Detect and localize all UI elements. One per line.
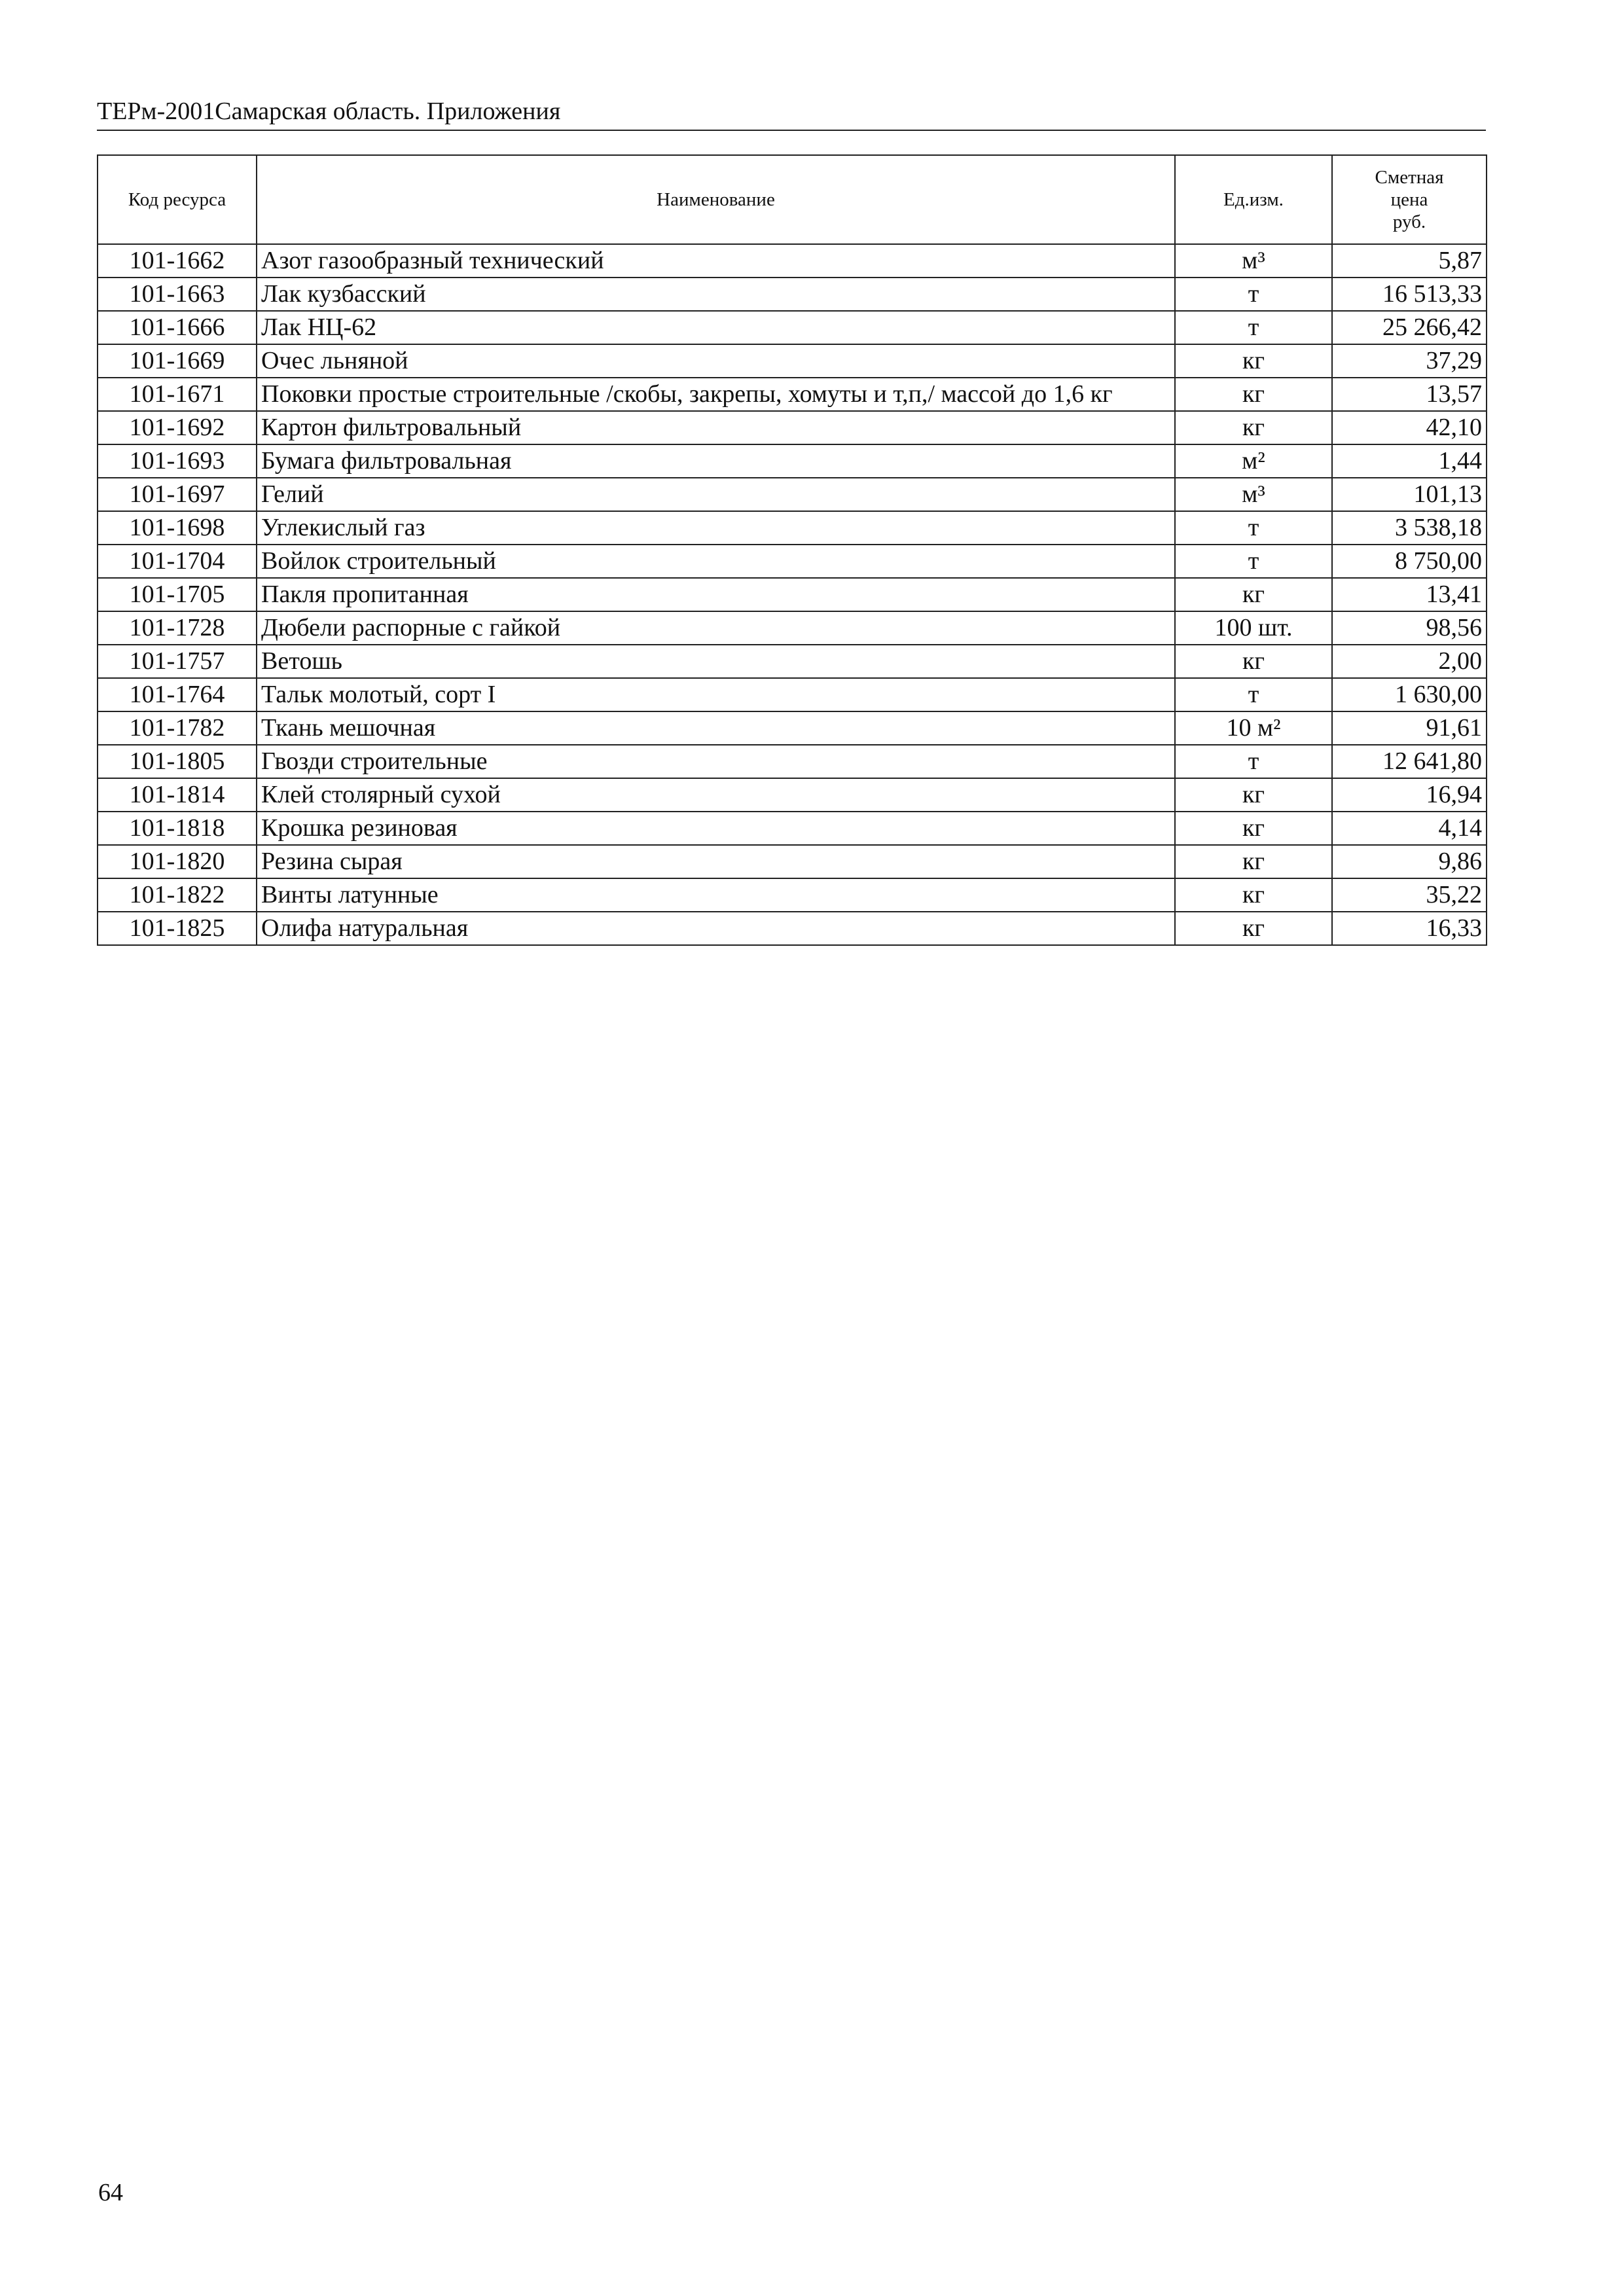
price-cell: 101,13	[1332, 478, 1487, 511]
code-cell: 101-1822	[98, 878, 257, 912]
price-cell: 13,41	[1332, 578, 1487, 611]
price-cell: 9,86	[1332, 845, 1487, 878]
name-cell: Бумага фильтровальная	[257, 444, 1175, 478]
unit-cell: кг	[1175, 578, 1332, 611]
code-cell: 101-1671	[98, 378, 257, 411]
name-cell: Ткань мешочная	[257, 711, 1175, 745]
name-cell: Дюбели распорные с гайкой	[257, 611, 1175, 645]
price-cell: 37,29	[1332, 344, 1487, 378]
table-row	[98, 812, 1487, 845]
table-row	[98, 678, 1487, 711]
price-cell: 42,10	[1332, 411, 1487, 444]
code-cell: 101-1692	[98, 411, 257, 444]
name-cell: Клей столярный сухой	[257, 778, 1175, 812]
unit-cell: кг	[1175, 845, 1332, 878]
name-cell: Олифа натуральная	[257, 912, 1175, 945]
price-cell: 16 513,33	[1332, 278, 1487, 311]
name-cell: Углекислый газ	[257, 511, 1175, 545]
table-row	[98, 578, 1487, 611]
name-cell: Картон фильтровальный	[257, 411, 1175, 444]
price-cell: 5,87	[1332, 244, 1487, 278]
price-cell: 1,44	[1332, 444, 1487, 478]
name-cell: Ветошь	[257, 645, 1175, 678]
table-row	[98, 378, 1487, 411]
code-cell: 101-1669	[98, 344, 257, 378]
name-cell: Крошка резиновая	[257, 812, 1175, 845]
unit-cell: т	[1175, 278, 1332, 311]
unit-cell: кг	[1175, 878, 1332, 912]
unit-cell: кг	[1175, 411, 1332, 444]
name-cell: Гвозди строительные	[257, 745, 1175, 778]
page-header-title: ТЕРм-2001Самарская область. Приложения	[97, 98, 561, 125]
code-cell: 101-1820	[98, 845, 257, 878]
unit-cell: т	[1175, 511, 1332, 545]
code-cell: 101-1764	[98, 678, 257, 711]
table-row	[98, 878, 1487, 912]
unit-cell: кг	[1175, 912, 1332, 945]
unit-cell: кг	[1175, 645, 1332, 678]
name-cell: Винты латунные	[257, 878, 1175, 912]
name-cell: Лак НЦ-62	[257, 311, 1175, 344]
table-row	[98, 711, 1487, 745]
price-cell: 91,61	[1332, 711, 1487, 745]
page-number: 64	[98, 2179, 123, 2206]
unit-cell: кг	[1175, 344, 1332, 378]
header-rule	[97, 130, 1486, 131]
name-cell: Тальк молотый, сорт I	[257, 678, 1175, 711]
unit-cell: т	[1175, 311, 1332, 344]
table-row	[98, 611, 1487, 645]
price-cell: 2,00	[1332, 645, 1487, 678]
unit-cell: т	[1175, 745, 1332, 778]
code-cell: 101-1814	[98, 778, 257, 812]
code-cell: 101-1705	[98, 578, 257, 611]
code-cell: 101-1663	[98, 278, 257, 311]
unit-cell: 10 м²	[1175, 711, 1332, 745]
unit-cell: т	[1175, 678, 1332, 711]
code-cell: 101-1805	[98, 745, 257, 778]
table-body	[98, 244, 1487, 945]
table-row	[98, 845, 1487, 878]
table-row	[98, 912, 1487, 945]
column-header-code: Код ресурса	[98, 155, 257, 244]
price-cell: 16,94	[1332, 778, 1487, 812]
price-cell: 12 641,80	[1332, 745, 1487, 778]
price-header-line: цена	[1390, 189, 1428, 210]
table-row	[98, 278, 1487, 311]
code-cell: 101-1662	[98, 244, 257, 278]
table-row	[98, 645, 1487, 678]
unit-cell: т	[1175, 545, 1332, 578]
price-cell: 3 538,18	[1332, 511, 1487, 545]
code-cell: 101-1782	[98, 711, 257, 745]
code-cell: 101-1728	[98, 611, 257, 645]
table-row	[98, 745, 1487, 778]
name-cell: Азот газообразный технический	[257, 244, 1175, 278]
table-header-row	[98, 155, 1487, 244]
name-cell: Лак кузбасский	[257, 278, 1175, 311]
table-row	[98, 411, 1487, 444]
unit-cell: 100 шт.	[1175, 611, 1332, 645]
price-cell: 13,57	[1332, 378, 1487, 411]
unit-cell: кг	[1175, 812, 1332, 845]
unit-cell: м³	[1175, 478, 1332, 511]
table-row	[98, 778, 1487, 812]
unit-cell: м²	[1175, 444, 1332, 478]
name-cell: Очес льняной	[257, 344, 1175, 378]
name-cell: Войлок строительный	[257, 545, 1175, 578]
price-cell: 8 750,00	[1332, 545, 1487, 578]
code-cell: 101-1697	[98, 478, 257, 511]
table-row	[98, 244, 1487, 278]
code-cell: 101-1666	[98, 311, 257, 344]
code-cell: 101-1825	[98, 912, 257, 945]
price-cell: 1 630,00	[1332, 678, 1487, 711]
column-header-name: Наименование	[257, 155, 1175, 244]
price-cell: 16,33	[1332, 912, 1487, 945]
column-header-unit: Ед.изм.	[1175, 155, 1332, 244]
table-row	[98, 311, 1487, 344]
code-cell: 101-1693	[98, 444, 257, 478]
name-cell: Резина сырая	[257, 845, 1175, 878]
price-header-line: руб.	[1392, 211, 1426, 232]
unit-cell: кг	[1175, 778, 1332, 812]
price-cell: 4,14	[1332, 812, 1487, 845]
table-row	[98, 444, 1487, 478]
table-row	[98, 545, 1487, 578]
table-row	[98, 478, 1487, 511]
price-cell: 25 266,42	[1332, 311, 1487, 344]
unit-cell: м³	[1175, 244, 1332, 278]
column-header-price	[1332, 155, 1487, 244]
name-cell: Поковки простые строительные /скобы, закрепы, хомуты и т,п,/ массой до 1,6 кг	[257, 378, 1175, 411]
code-cell: 101-1698	[98, 511, 257, 545]
price-table	[97, 154, 1487, 946]
price-header-line: Сметная	[1375, 167, 1444, 188]
name-cell: Гелий	[257, 478, 1175, 511]
price-cell: 35,22	[1332, 878, 1487, 912]
unit-cell: кг	[1175, 378, 1332, 411]
table-row	[98, 344, 1487, 378]
name-cell: Пакля пропитанная	[257, 578, 1175, 611]
table-row	[98, 511, 1487, 545]
code-cell: 101-1757	[98, 645, 257, 678]
price-cell: 98,56	[1332, 611, 1487, 645]
code-cell: 101-1704	[98, 545, 257, 578]
code-cell: 101-1818	[98, 812, 257, 845]
